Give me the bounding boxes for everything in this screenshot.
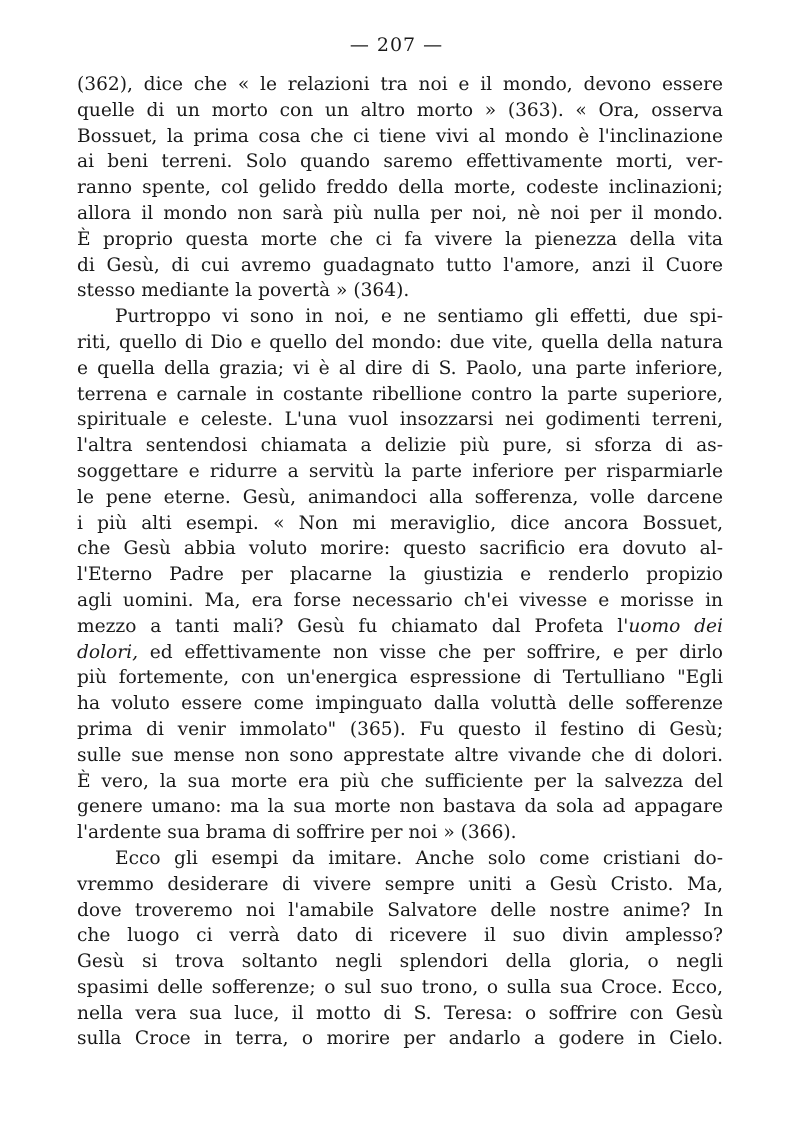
- text-line: spirituale e celeste. L'una vuol insozzarsi nei godimenti terreni,: [77, 409, 723, 431]
- text-line: le pene eterne. Gesù, animandoci alla sofferenza, volle darcene: [77, 486, 723, 508]
- text-line: agli uomini. Ma, era forse necessario ch'ei vivesse e morisse in: [77, 589, 723, 611]
- text-line: riti, quello di Dio e quello del mondo: due vite, quella della natura: [77, 331, 723, 353]
- text-line: vremmo desiderare di vivere sempre uniti a Gesù Cristo. Ma,: [77, 873, 723, 895]
- text-line: sulle sue mense non sono apprestate altre vivande che di dolori.: [77, 744, 723, 766]
- text-line: È vero, la sua morte era più che sufficiente per la salvezza del: [77, 770, 723, 792]
- text-line: che luogo ci verrà dato di ricevere il suo divin amplesso?: [77, 925, 723, 947]
- text-line: i più alti esempi. « Non mi meraviglio, dice ancora Bossuet,: [77, 512, 723, 534]
- text-line: sulla Croce in terra, o morire per andarlo a godere in Cielo.: [77, 1028, 723, 1050]
- text-line: ranno spente, col gelido freddo della morte, codeste inclinazioni;: [77, 177, 723, 199]
- text-line: ha voluto essere come impinguato dalla voluttà delle sofferenze: [77, 693, 723, 715]
- text-line: Purtroppo vi sono in noi, e ne sentiamo gli effetti, due spi-: [115, 306, 723, 328]
- italic-term: dolori,: [77, 641, 138, 663]
- text-line: mezzo a tanti mali? Gesù fu chiamato dal Profeta l'uomo dei: [77, 615, 723, 637]
- body-text: [77, 72, 723, 1052]
- text-line: quelle di un morto con un altro morto » (363). « Ora, osserva: [77, 99, 723, 121]
- text-line: dove troveremo noi l'amabile Salvatore delle nostre anime? In: [77, 899, 723, 921]
- italic-term: uomo dei: [628, 615, 723, 637]
- text-line: allora il mondo non sarà più nulla per noi, nè noi per il mondo.: [77, 202, 723, 224]
- text-line: l'Eterno Padre per placarne la giustizia e renderlo propizio: [77, 564, 723, 586]
- text-line: e quella della grazia; vi è al dire di S. Paolo, una parte inferiore,: [77, 357, 723, 379]
- text-line: Gesù si trova soltanto negli splendori della gloria, o negli: [77, 951, 723, 973]
- text-line: prima di venir immolato" (365). Fu questo il festino di Gesù;: [77, 718, 723, 740]
- page-number: — 207 —: [349, 34, 444, 56]
- text-line: dolori, ed effettivamente non visse che per soffrire, e per dirlo: [77, 641, 723, 663]
- text-line: terrena e carnale in costante ribellione contro la parte superiore,: [77, 383, 723, 405]
- text-line: l'ardente sua brama di soffrire per noi » (366).: [77, 822, 517, 844]
- text-line: È proprio questa morte che ci fa vivere la pienezza della vita: [77, 228, 723, 250]
- text-line: Ecco gli esempi da imitare. Anche solo come cristiani do-: [115, 847, 723, 869]
- text-line: più fortemente, con un'energica espressione di Tertulliano "Egli: [77, 667, 723, 689]
- text-line: spasimi delle sofferenze; o sul suo trono, o sulla sua Croce. Ecco,: [77, 976, 723, 998]
- text-line: stesso mediante la povertà » (364).: [77, 280, 410, 302]
- text-line: l'altra sentendosi chiamata a delizie più pure, si sforza di as-: [77, 435, 723, 457]
- text-line: di Gesù, di cui avremo guadagnato tutto l'amore, anzi il Cuore: [77, 254, 723, 276]
- text-line: Bossuet, la prima cosa che ci tiene vivi al mondo è l'inclinazione: [77, 125, 723, 147]
- text-line: nella vera sua luce, il motto di S. Teresa: o soffrire con Gesù: [77, 1002, 723, 1024]
- text-line: ai beni terreni. Solo quando saremo effettivamente morti, ver-: [77, 151, 723, 173]
- text-line: (362), dice che « le relazioni tra noi e il mondo, devono essere: [77, 74, 723, 95]
- text-line: genere umano: ma la sua morte non bastava da sola ad appagare: [77, 796, 723, 818]
- text-line: che Gesù abbia voluto morire: questo sacrificio era dovuto al-: [77, 538, 723, 560]
- text-line: soggettare e ridurre a servitù la parte inferiore per risparmiarle: [77, 460, 723, 482]
